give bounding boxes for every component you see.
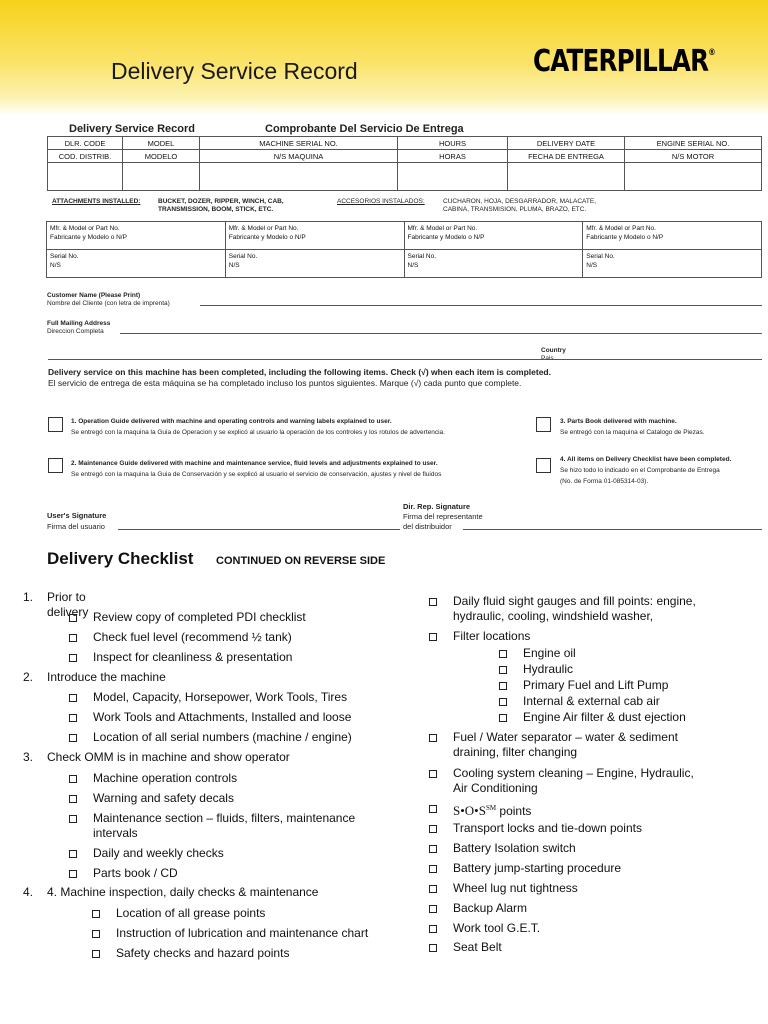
list-item[interactable]: Transport locks and tie-down points (429, 821, 642, 836)
user-signature-field[interactable] (118, 529, 400, 530)
mfr-cell[interactable]: Mfr. & Model or Part No. Fabricante y Modelo o N/P (404, 222, 583, 250)
attachments-table (46, 221, 762, 278)
table-header-cell: HORAS (398, 150, 508, 163)
engine-serial-field[interactable] (625, 163, 762, 191)
list-item[interactable]: Work tool G.E.T. (429, 921, 540, 936)
checkbox-icon (92, 910, 100, 918)
list-item[interactable]: Maintenance section – fluids, filters, maintenance intervals (69, 811, 355, 841)
table-header-cell: MODEL (123, 137, 200, 150)
checkbox-icon (92, 950, 100, 958)
list-item[interactable]: Warning and safety decals (69, 791, 234, 806)
checkbox-item-2[interactable] (48, 458, 63, 473)
hours-field[interactable] (398, 163, 508, 191)
checkbox-icon (69, 870, 77, 878)
checkbox-icon (429, 734, 437, 742)
checkbox-icon (429, 825, 437, 833)
table-header-cell: DELIVERY DATE (508, 137, 625, 150)
dealer-signature-label: Dir. Rep. Signature Firma del representante del distribuidor (403, 502, 483, 531)
list-item[interactable]: Review copy of completed PDI checklist (69, 610, 306, 625)
check-item-2-text: 2. Maintenance Guide delivered with machine and maintenance service, fluid levels and adjustments explained to user. Se entregó con la maquina la Guia de Conservación y se explicó al usuario el servicio de conservación, ajustes y nivel de fluidos (71, 460, 442, 478)
checkbox-item-4[interactable] (536, 458, 551, 473)
checkbox-icon (69, 634, 77, 642)
serial-cell[interactable]: Serial No. N/S (225, 250, 404, 278)
list-item[interactable]: Location of all grease points (92, 906, 265, 921)
table-header-cell: MODELO (123, 150, 200, 163)
checkbox-icon (69, 795, 77, 803)
list-item[interactable]: Fuel / Water separator – water & sediment draining, filter changing (429, 730, 678, 760)
list-item: 3. Check OMM is in machine and show operator (23, 750, 290, 764)
list-item[interactable]: Wheel lug nut tightness (429, 881, 578, 896)
list-item[interactable]: Cooling system cleaning – Engine, Hydraulic, Air Conditioning (429, 766, 694, 796)
dlr-code-field[interactable] (48, 163, 123, 191)
check-item-3-text: 3. Parts Book delivered with machine. Se entregó con la maquina el Catalogo de Piezas. (560, 418, 705, 436)
serial-cell[interactable]: Serial No. N/S (583, 250, 762, 278)
list-item[interactable]: Battery jump-starting procedure (429, 861, 621, 876)
checkbox-item-3[interactable] (536, 417, 551, 432)
list-item[interactable]: Primary Fuel and Lift Pump (499, 678, 668, 693)
checklist-subtitle: CONTINUED ON REVERSE SIDE (216, 555, 386, 567)
checkbox-icon (69, 654, 77, 662)
list-item[interactable]: Backup Alarm (429, 901, 527, 916)
header-banner (0, 0, 768, 116)
page-title: Delivery Service Record (111, 58, 358, 84)
check-item-4-text: 4. All items on Delivery Checklist have been completed. Se hizo todo lo indicado en el Comprobante de Entrega (No. de Forma 01-085314-03). (560, 456, 732, 485)
table-header-cell: COD. DISTRIB. (48, 150, 123, 163)
delivery-date-field[interactable] (508, 163, 625, 191)
checkbox-icon (69, 815, 77, 823)
table-header-cell: N/S MOTOR (625, 150, 762, 163)
list-item[interactable]: S•O•S℠ points (429, 801, 531, 819)
checkbox-icon (92, 930, 100, 938)
checkbox-icon (69, 614, 77, 622)
accesorios-text: CUCHARON, HOJA, DESGARRADOR, MALACATE, CABINA, TRANSMISION, PLUMA, BRAZO, ETC. (443, 198, 597, 213)
checkbox-icon (429, 770, 437, 778)
list-item[interactable]: Daily and weekly checks (69, 846, 224, 861)
mfr-cell[interactable]: Mfr. & Model or Part No. Fabricante y Modelo o N/P (47, 222, 226, 250)
checklist-title: Delivery Checklist (47, 549, 194, 568)
checkbox-icon (429, 925, 437, 933)
checkbox-icon (69, 714, 77, 722)
list-item[interactable]: Inspect for cleanliness & presentation (69, 650, 292, 665)
list-item[interactable]: Seat Belt (429, 940, 502, 955)
completion-statement: Delivery service on this machine has been completed, including the following items. Check (√) when each item is completed. El servicio de entrega de esta máquina se ha completado incluso los puntos siguientes. Marque (√) cada punto que complete. (48, 367, 551, 388)
checkbox-icon (429, 944, 437, 952)
list-item[interactable]: Machine operation controls (69, 771, 237, 786)
machine-serial-field[interactable] (200, 163, 398, 191)
check-item-1-text: 1. Operation Guide delivered with machine and operating controls and warning labels explained to user. Se entregó con la maquina la Guia de Operacion y se explicó al usuario la operación de los controles y los rotulos de advertencia. (71, 418, 445, 436)
table-header-cell: FECHA DE ENTREGA (508, 150, 625, 163)
list-item[interactable]: Battery Isolation switch (429, 841, 576, 856)
list-item[interactable]: Daily fluid sight gauges and fill points: engine, hydraulic, cooling, windshield washer, (429, 594, 696, 624)
caterpillar-logo: CATERPILLAR® (533, 44, 715, 79)
table-header-row-en (48, 137, 762, 150)
list-item[interactable]: Work Tools and Attachments, Installed and loose (69, 710, 351, 725)
list-item[interactable]: Engine oil (499, 646, 576, 661)
checkbox-icon (499, 698, 507, 706)
dealer-signature-field[interactable] (463, 529, 762, 530)
customer-name-label: Customer Name (Please Print) Nombre del Cliente (con letra de imprenta) (47, 292, 170, 307)
checkbox-icon (429, 865, 437, 873)
checkbox-icon (69, 734, 77, 742)
list-item[interactable]: Safety checks and hazard points (92, 946, 289, 961)
checkbox-icon (499, 666, 507, 674)
mfr-cell[interactable]: Mfr. & Model or Part No. Fabricante y Modelo o N/P (583, 222, 762, 250)
checkbox-icon (429, 885, 437, 893)
list-item[interactable]: Parts book / CD (69, 866, 178, 881)
table-header-row-es (48, 150, 762, 163)
checkbox-icon (69, 850, 77, 858)
checkbox-icon (429, 633, 437, 641)
checkbox-icon (499, 650, 507, 658)
form-title-en: Delivery Service Record (69, 123, 195, 135)
list-item: 4. 4. Machine inspection, daily checks & maintenance (23, 885, 319, 899)
country-label: Country Pais (541, 347, 566, 362)
form-title-es: Comprobante Del Servicio De Entrega (265, 123, 464, 135)
attachments-text: BUCKET, DOZER, RIPPER, WINCH, CAB, TRANSMISSION, BOOM, STICK, ETC. (158, 198, 284, 213)
checkbox-icon (429, 598, 437, 606)
checkbox-icon (429, 845, 437, 853)
list-item: 2. Introduce the machine (23, 670, 166, 684)
table-input-row (48, 163, 762, 191)
customer-name-field[interactable] (200, 305, 762, 306)
table-header-cell: N/S MAQUINA (200, 150, 398, 163)
table-header-cell: HOURS (398, 137, 508, 150)
mailing-address-field[interactable] (120, 333, 762, 334)
list-item[interactable]: Check fuel level (recommend ½ tank) (69, 630, 292, 645)
accesorios-label: ACCESORIOS INSTALADOS: (337, 198, 425, 205)
serial-cell[interactable]: Serial No. N/S (47, 250, 226, 278)
list-item: 1. Prior to delivery (23, 590, 89, 619)
table-header-cell: DLR. CODE (48, 137, 123, 150)
list-item[interactable]: Instruction of lubrication and maintenance chart (92, 926, 368, 941)
checkbox-icon (69, 694, 77, 702)
mfr-cell[interactable]: Mfr. & Model or Part No. Fabricante y Modelo o N/P (225, 222, 404, 250)
list-item[interactable]: Model, Capacity, Horsepower, Work Tools, Tires (69, 690, 347, 705)
attachments-label: ATTACHMENTS INSTALLED: (52, 198, 141, 205)
checkbox-item-1[interactable] (48, 417, 63, 432)
checkbox-icon (69, 775, 77, 783)
list-item[interactable]: Engine Air filter & dust ejection (499, 710, 686, 725)
list-item[interactable]: Location of all serial numbers (machine / engine) (69, 730, 352, 745)
checkbox-icon (499, 714, 507, 722)
list-item[interactable]: Hydraulic (499, 662, 573, 677)
checkbox-icon (429, 805, 437, 813)
list-item[interactable]: Internal & external cab air (499, 694, 660, 709)
user-signature-label: User's Signature Firma del usuario (47, 511, 107, 531)
checkbox-icon (429, 905, 437, 913)
table-header-cell: ENGINE SERIAL NO. (625, 137, 762, 150)
country-field[interactable] (48, 359, 762, 360)
mailing-address-label: Full Mailing Address Direccion Completa (47, 320, 111, 335)
serial-cell[interactable]: Serial No. N/S (404, 250, 583, 278)
machine-info-table (47, 136, 762, 191)
list-item[interactable]: Filter locations (429, 629, 530, 644)
checkbox-icon (499, 682, 507, 690)
model-field[interactable] (123, 163, 200, 191)
table-header-cell: MACHINE SERIAL NO. (200, 137, 398, 150)
